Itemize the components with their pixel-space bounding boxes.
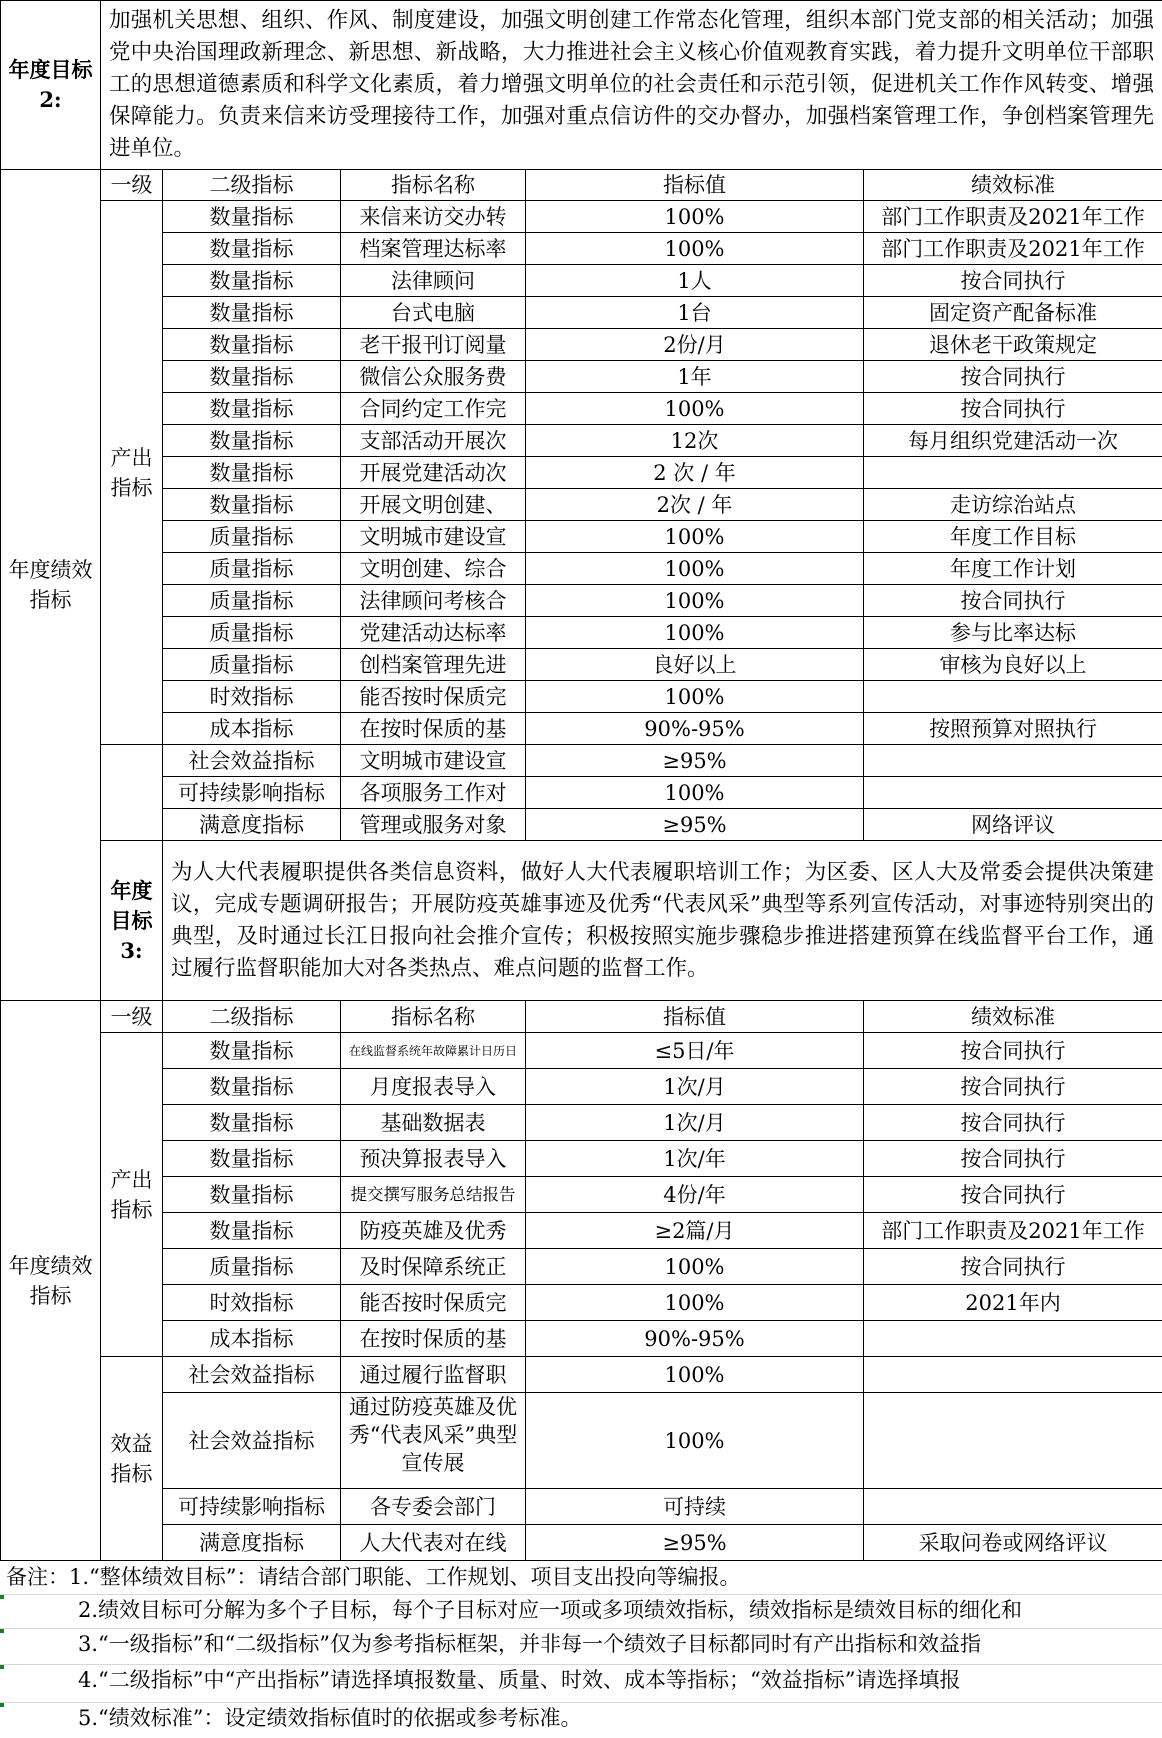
note-line (0, 1594, 1162, 1625)
cell-level2: 数量指标 (163, 1177, 341, 1213)
cell-name: 法律顾问考核合 (341, 585, 526, 617)
table-row (1, 265, 1162, 297)
cell-name: 在线监督系统年故障累计日历日 (341, 1033, 526, 1069)
cell-name: 创档案管理先进 (341, 649, 526, 681)
goal3-label: 年度目标3: (101, 841, 163, 1001)
table-row (1, 745, 1162, 777)
cell-name: 能否按时保质完 (341, 681, 526, 713)
cell-level2: 数量指标 (163, 1105, 341, 1141)
note-line (0, 1628, 1162, 1659)
cell-level2: 数量指标 (163, 1033, 341, 1069)
cell-name: 提交撰写服务总结报告 (341, 1177, 526, 1213)
goal2-row (1, 1, 1162, 170)
cell-name: 月度报表导入 (341, 1069, 526, 1105)
cell-value: 1次/月 (526, 1105, 864, 1141)
cell-value: 12次 (526, 425, 864, 457)
cell-value: 2次 / 年 (526, 489, 864, 521)
cell-name: 各专委会部门 (341, 1489, 526, 1525)
cell-name: 合同约定工作完 (341, 393, 526, 425)
cell-level2: 数量指标 (163, 329, 341, 361)
table-row (1, 521, 1162, 553)
table-row (1, 1177, 1162, 1213)
table-row (1, 1141, 1162, 1177)
table-row (1, 1249, 1162, 1285)
cell-standard: 按合同执行 (864, 393, 1162, 425)
cell-level2: 数量指标 (163, 361, 341, 393)
table2-output-label: 产出指标 (101, 201, 163, 745)
cell-value: 2 次 / 年 (526, 457, 864, 489)
cell-standard (864, 777, 1162, 809)
cell-standard: 2021年内 (864, 1285, 1162, 1321)
cell-name: 支部活动开展次 (341, 425, 526, 457)
table-row (1, 1357, 1162, 1393)
cell-name: 各项服务工作对 (341, 777, 526, 809)
cell-name: 档案管理达标率 (341, 233, 526, 265)
cell-name: 法律顾问 (341, 265, 526, 297)
table-row (1, 777, 1162, 809)
cell-value: 100% (526, 393, 864, 425)
cell-standard: 部门工作职责及2021年工作 (864, 1213, 1162, 1249)
cell-standard: 按合同执行 (864, 585, 1162, 617)
table-row (1, 361, 1162, 393)
cell-standard (864, 1489, 1162, 1525)
table-row (1, 1105, 1162, 1141)
cell-level2: 质量指标 (163, 1249, 341, 1285)
cell-standard: 审核为良好以上 (864, 649, 1162, 681)
cell-level2: 成本指标 (163, 1321, 341, 1357)
cell-standard (864, 1357, 1162, 1393)
cell-level2: 数量指标 (163, 1213, 341, 1249)
note-text: 2.绩效目标可分解为多个子目标，每个子目标对应一项或多项绩效指标，绩效指标是绩效目标的细化和 (78, 1598, 1023, 1622)
cell-name: 文明城市建设宣 (341, 745, 526, 777)
cell-value: 100% (526, 777, 864, 809)
header-level2: 二级指标 (163, 170, 341, 201)
cell-standard: 按合同执行 (864, 1033, 1162, 1069)
cell-value: ≥95% (526, 745, 864, 777)
sheet-body (1, 1, 1162, 1561)
cell-value: 100% (526, 585, 864, 617)
cell-name: 在按时保质的基 (341, 1321, 526, 1357)
table3-section-label: 年度绩效指标 (1, 1001, 101, 1561)
cell-name: 在按时保质的基 (341, 713, 526, 745)
table-row (1, 1213, 1162, 1249)
cell-name: 微信公众服务费 (341, 361, 526, 393)
cell-value: 90%-95% (526, 713, 864, 745)
cell-standard: 按合同执行 (864, 1105, 1162, 1141)
cell-level2: 质量指标 (163, 585, 341, 617)
table-row (1, 681, 1162, 713)
table-row (1, 393, 1162, 425)
cell-name: 台式电脑 (341, 297, 526, 329)
table-row (1, 809, 1162, 841)
cell-standard: 按合同执行 (864, 265, 1162, 297)
cell-level2: 数量指标 (163, 457, 341, 489)
cell-name: 基础数据表 (341, 1105, 526, 1141)
cell-marker-icon (0, 1703, 4, 1707)
cell-name: 老干报刊订阅量 (341, 329, 526, 361)
cell-name: 防疫英雄及优秀 (341, 1213, 526, 1249)
cell-value: 1次/年 (526, 1141, 864, 1177)
cell-level2: 数量指标 (163, 1141, 341, 1177)
cell-standard: 按照预算对照执行 (864, 713, 1162, 745)
header-standard: 绩效标准 (864, 1001, 1162, 1033)
cell-name: 文明城市建设宣 (341, 521, 526, 553)
table-row (1, 297, 1162, 329)
cell-value: ≥2篇/月 (526, 1213, 864, 1249)
cell-standard (864, 1393, 1162, 1489)
cell-value: 100% (526, 521, 864, 553)
cell-standard: 走访综治站点 (864, 489, 1162, 521)
cell-standard (864, 1321, 1162, 1357)
cell-marker-icon (0, 1629, 4, 1633)
cell-standard: 按合同执行 (864, 1177, 1162, 1213)
header-value: 指标值 (526, 170, 864, 201)
cell-name: 及时保障系统正 (341, 1249, 526, 1285)
table-row (1, 1069, 1162, 1105)
cell-standard: 部门工作职责及2021年工作 (864, 233, 1162, 265)
cell-standard: 按合同执行 (864, 1069, 1162, 1105)
cell-value: 2份/月 (526, 329, 864, 361)
table3-header-row (1, 1001, 1162, 1033)
cell-name: 开展文明创建、 (341, 489, 526, 521)
cell-standard: 年度工作目标 (864, 521, 1162, 553)
table-row (1, 425, 1162, 457)
cell-standard: 按合同执行 (864, 361, 1162, 393)
note-line: 备注：1.“整体绩效目标”：请结合部门职能、工作规划、项目支出投向等编报。 (6, 1565, 741, 1589)
cell-level2: 时效指标 (163, 681, 341, 713)
cell-level2: 社会效益指标 (163, 745, 341, 777)
cell-name: 通过防疫英雄及优秀“代表风采”典型宣传展 (341, 1393, 526, 1489)
cell-level2: 质量指标 (163, 649, 341, 681)
table-row (1, 649, 1162, 681)
cell-value: ≥95% (526, 1525, 864, 1561)
cell-standard: 按合同执行 (864, 1249, 1162, 1285)
notes (0, 1558, 1162, 1738)
table-row (1, 201, 1162, 233)
table-row (1, 1393, 1162, 1489)
cell-marker-icon (0, 1665, 4, 1669)
cell-level2: 社会效益指标 (163, 1357, 341, 1393)
table-row (1, 617, 1162, 649)
table-row (1, 457, 1162, 489)
cell-standard: 每月组织党建活动一次 (864, 425, 1162, 457)
cell-value: 良好以上 (526, 649, 864, 681)
cell-value: 1次/月 (526, 1069, 864, 1105)
header-value: 指标值 (526, 1001, 864, 1033)
cell-level2: 质量指标 (163, 553, 341, 585)
table-row (1, 585, 1162, 617)
table-row (1, 1285, 1162, 1321)
table2-section-label: 年度绩效指标 (1, 170, 101, 1001)
cell-standard: 部门工作职责及2021年工作 (864, 201, 1162, 233)
cell-value: 100% (526, 1285, 864, 1321)
cell-standard: 参与比率达标 (864, 617, 1162, 649)
goal2-label: 年度目标2: (1, 1, 101, 170)
cell-level2: 成本指标 (163, 713, 341, 745)
table-row (1, 233, 1162, 265)
cell-value: 100% (526, 553, 864, 585)
goal3-text: 为人大代表履职提供各类信息资料，做好人大代表履职培训工作；为区委、区人大及常委会提供决策建议，完成专题调研报告；开展防疫英雄事迹及优秀“代表风采”典型等系列宣传活动，对事迹特别突出的典型，及时通过长江日报向社会推介宣传；积极按照实施步骤稳步推进搭建预算在线监督平台工作，通过履行监督职能加大对各类热点、难点问题的监督工作。 (163, 841, 1162, 1001)
note-text: 4.“二级指标”中“产出指标”请选择填报数量、质量、时效、成本等指标；“效益指标”请选择填报 (78, 1668, 961, 1692)
cell-value: 100% (526, 617, 864, 649)
cell-name: 文明创建、综合 (341, 553, 526, 585)
cell-standard: 固定资产配备标准 (864, 297, 1162, 329)
cell-marker-icon (0, 1595, 4, 1599)
cell-value: 可持续 (526, 1489, 864, 1525)
cell-standard: 网络评议 (864, 809, 1162, 841)
table3-output-label: 产出指标 (101, 1033, 163, 1357)
table-row (1, 1033, 1162, 1069)
goal3-row (1, 841, 1162, 1001)
cell-level2: 数量指标 (163, 393, 341, 425)
cell-standard (864, 457, 1162, 489)
cell-level2: 社会效益指标 (163, 1393, 341, 1489)
cell-level2: 数量指标 (163, 1069, 341, 1105)
cell-value: 100% (526, 233, 864, 265)
table-row (1, 713, 1162, 745)
cell-level2: 质量指标 (163, 617, 341, 649)
cell-value: 100% (526, 1357, 864, 1393)
cell-name: 党建活动达标率 (341, 617, 526, 649)
cell-standard: 按合同执行 (864, 1141, 1162, 1177)
cell-standard (864, 681, 1162, 713)
table-row (1, 1321, 1162, 1357)
cell-level2: 时效指标 (163, 1285, 341, 1321)
cell-value: 100% (526, 681, 864, 713)
header-level2: 二级指标 (163, 1001, 341, 1033)
cell-standard: 年度工作计划 (864, 553, 1162, 585)
cell-value: ≤5日/年 (526, 1033, 864, 1069)
cell-value: 4份/年 (526, 1177, 864, 1213)
cell-standard: 采取问卷或网络评议 (864, 1525, 1162, 1561)
cell-standard (864, 745, 1162, 777)
note-text: 3.“一级指标”和“二级指标”仅为参考指标框架，并非每一个绩效子目标都同时有产出指标和效益指 (78, 1632, 981, 1656)
cell-value: 100% (526, 201, 864, 233)
cell-level2: 数量指标 (163, 233, 341, 265)
cell-level2: 满意度指标 (163, 809, 341, 841)
note-line (0, 1702, 1162, 1733)
header-name: 指标名称 (341, 1001, 526, 1033)
cell-value: 90%-95% (526, 1321, 864, 1357)
cell-name: 通过履行监督职 (341, 1357, 526, 1393)
cell-value: 100% (526, 1393, 864, 1489)
header-name: 指标名称 (341, 170, 526, 201)
cell-name: 人大代表对在线 (341, 1525, 526, 1561)
cell-value: ≥95% (526, 809, 864, 841)
cell-level2: 质量指标 (163, 521, 341, 553)
table2-header-row (1, 170, 1162, 201)
cell-level2: 数量指标 (163, 489, 341, 521)
cell-level2: 数量指标 (163, 201, 341, 233)
table-row (1, 489, 1162, 521)
table3-benefit-label: 效益指标 (101, 1357, 163, 1561)
cell-value: 1台 (526, 297, 864, 329)
cell-level2: 可持续影响指标 (163, 777, 341, 809)
table-row (1, 553, 1162, 585)
cell-level2: 数量指标 (163, 297, 341, 329)
cell-name: 预决算报表导入 (341, 1141, 526, 1177)
cell-value: 1人 (526, 265, 864, 297)
cell-value: 100% (526, 1249, 864, 1285)
cell-level2: 数量指标 (163, 265, 341, 297)
cell-value: 1年 (526, 361, 864, 393)
note-text: 5.“绩效标准”：设定绩效指标值时的依据或参考标准。 (78, 1706, 582, 1730)
table-row (1, 1489, 1162, 1525)
cell-name: 能否按时保质完 (341, 1285, 526, 1321)
cell-name: 管理或服务对象 (341, 809, 526, 841)
table-row (1, 329, 1162, 361)
cell-level2: 可持续影响指标 (163, 1489, 341, 1525)
note-line (0, 1664, 1162, 1695)
cell-name: 开展党建活动次 (341, 457, 526, 489)
header-level1: 一级 (101, 170, 163, 201)
cell-standard: 退休老干政策规定 (864, 329, 1162, 361)
header-level1: 一级 (101, 1001, 163, 1033)
table2-benefit-blank (101, 745, 163, 841)
cell-level2: 数量指标 (163, 425, 341, 457)
cell-level2: 满意度指标 (163, 1525, 341, 1561)
cell-name: 来信来访交办转 (341, 201, 526, 233)
goal2-text: 加强机关思想、组织、作风、制度建设，加强文明创建工作常态化管理，组织本部门党支部的相关活动；加强党中央治国理政新理念、新思想、新战略，大力推进社会主义核心价值观教育实践，着力提升文明单位干部职工的思想道德素质和科学文化素质，着力增强文明单位的社会责任和示范引领，促进机关工作作风转变、增强保障能力。负责来信来访受理接待工作，加强对重点信访件的交办督办，加强档案管理工作，争创档案管理先进单位。 (101, 1, 1162, 170)
header-standard: 绩效标准 (864, 170, 1162, 201)
table-row (1, 1525, 1162, 1561)
